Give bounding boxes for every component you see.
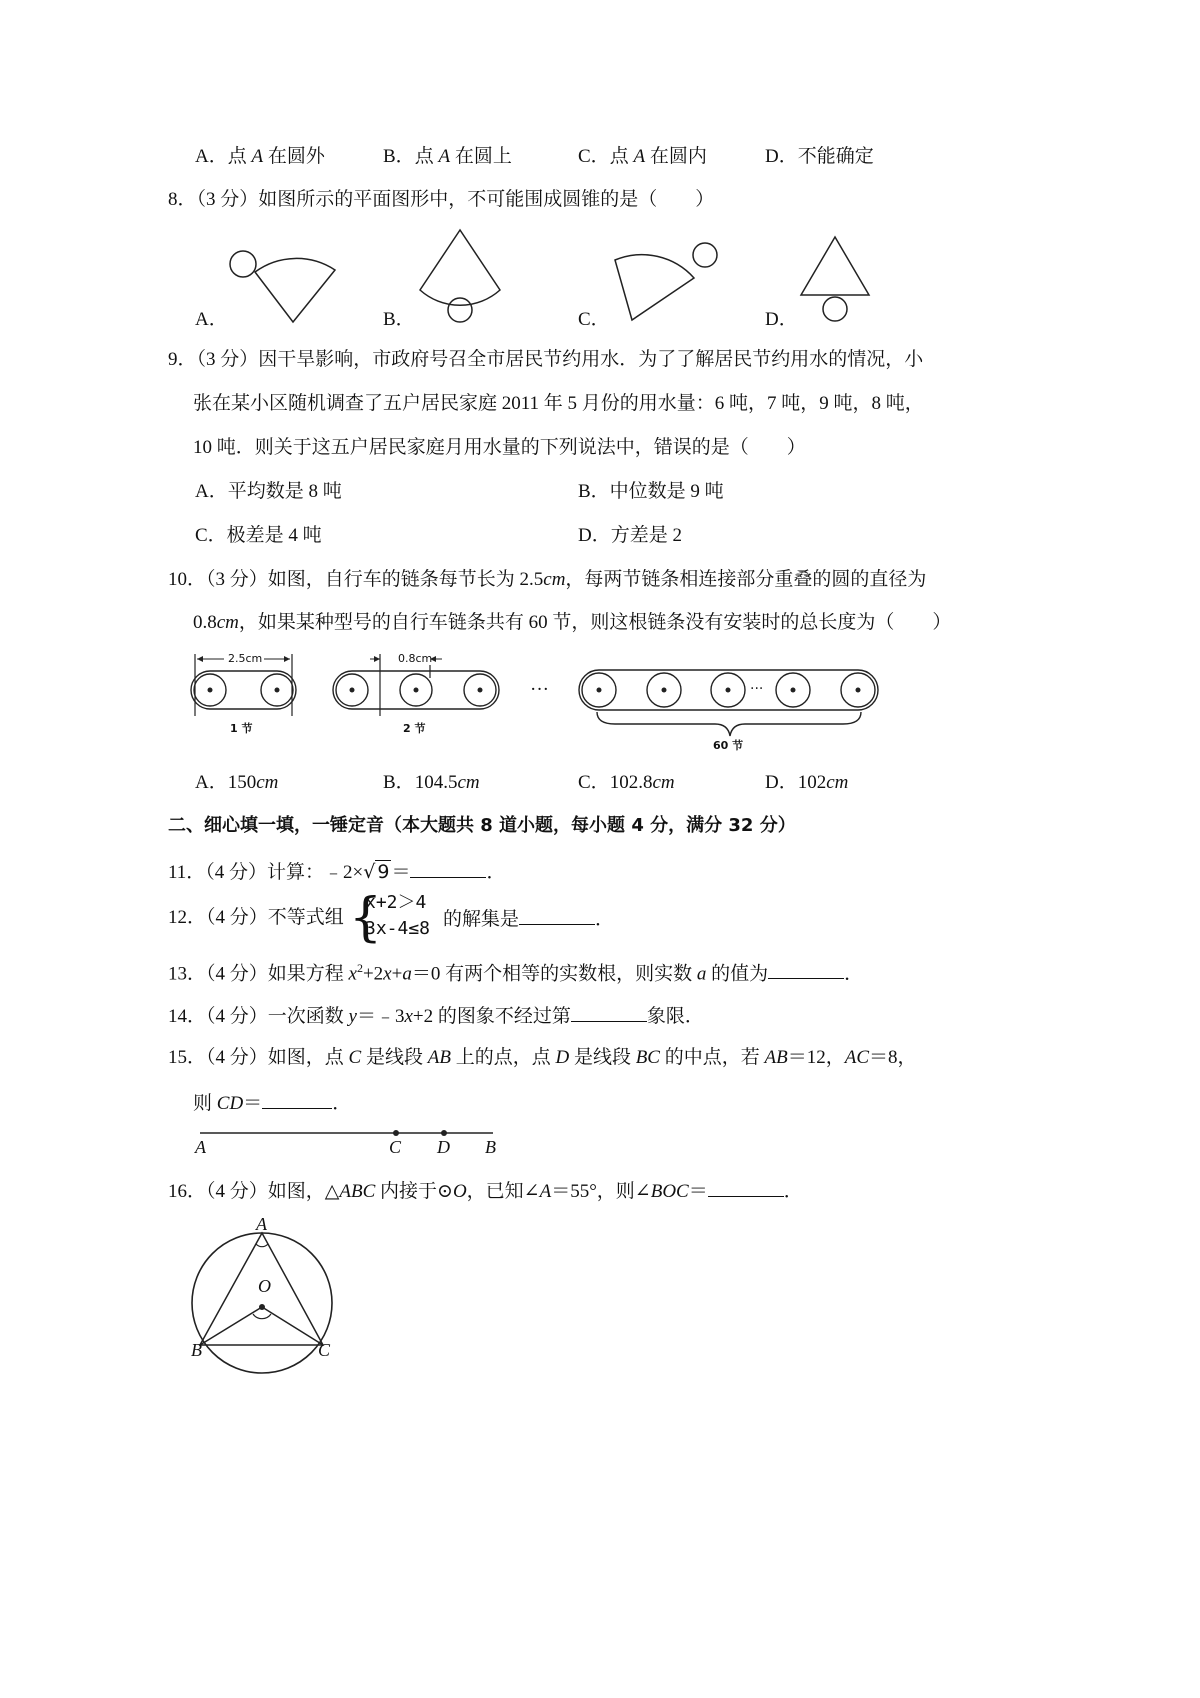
q16-point-a: A	[256, 1214, 267, 1234]
q10-line2: 0.8cm，如果某种型号的自行车链条共有 60 节，则这根链条没有安装时的总长度为（ ）	[193, 612, 952, 633]
q16: 16．（4 分）如图，△ABC 内接于⊙O，已知∠A＝55°，则∠BOC＝ ．	[168, 1181, 803, 1202]
q16-answer-blank[interactable]	[708, 1180, 784, 1197]
q11-answer-blank[interactable]	[410, 861, 486, 878]
q8-label-a: A．	[195, 309, 228, 330]
q10-option-b: B．104.5cm	[383, 772, 480, 793]
q14-answer-blank[interactable]	[571, 1005, 647, 1022]
q9-option-a: A．平均数是 8 吨	[195, 481, 342, 502]
q10-dim-0-8cm: 0.8cm	[398, 652, 433, 665]
q8-figure-c	[610, 240, 725, 330]
q8-label-b: B．	[383, 309, 415, 330]
q12-post: 的解集是 ．	[443, 909, 615, 930]
section-2-heading: 二、细心填一填，一锤定音（本大题共 8 道小题，每小题 4 分，满分 32 分）	[168, 815, 796, 836]
q9-option-b: B．中位数是 9 吨	[578, 481, 724, 502]
q8-figure-b	[415, 228, 515, 328]
q15-line1: 15．（4 分）如图，点 C 是线段 AB 上的点，点 D 是线段 BC 的中点，若 AB＝12，AC＝8，	[168, 1047, 917, 1068]
q10-line1: 10．（3 分）如图，自行车的链条每节长为 2.5cm，每两节链条相连接部分重叠的圆的直径为	[168, 569, 927, 590]
q15-point-a: A	[195, 1137, 206, 1157]
q8-stem: 8．（3 分）如图所示的平面图形中，不可能围成圆锥的是（ ）	[168, 189, 715, 210]
q10-ellipsis: ···	[530, 679, 549, 700]
q10-option-a: A．150cm	[195, 772, 279, 793]
q7-option-a: A．点 A 在圆外	[195, 146, 325, 167]
q16-point-o: O	[258, 1276, 271, 1296]
q10-option-d: D．102cm	[765, 772, 849, 793]
q12-brace: {	[349, 888, 383, 948]
q12-ineq-2: 3x-4≤8	[365, 918, 431, 939]
q14: 14．（4 分）一次函数 y＝﹣3x+2 的图象不经过第 象限．	[168, 1006, 704, 1027]
q10-caption-60: 60 节	[713, 739, 744, 752]
q15-point-c: C	[389, 1137, 402, 1157]
q9-line2: 张在某小区随机调查了五户居民家庭 2011 年 5 月份的用水量：6 吨，7 吨，9 吨，8 吨，	[193, 393, 924, 414]
q15-answer-blank[interactable]	[262, 1092, 332, 1109]
q15-point-d: D	[437, 1137, 450, 1157]
q7-option-d: D．不能确定	[765, 146, 874, 167]
svg-text:···: ···	[750, 681, 764, 697]
q10-caption-2: 2 节	[403, 722, 426, 735]
q12-answer-blank[interactable]	[519, 908, 595, 925]
q12-ineq-1: x+2＞4	[365, 892, 427, 913]
q12-pre: 12．（4 分）不等式组	[168, 907, 344, 928]
sqrt-sign: √	[363, 861, 376, 883]
q9-line1: 9．（3 分）因干旱影响，市政府号召全市居民节约用水．为了了解居民节约用水的情况，小	[168, 349, 924, 370]
q16-point-b: B	[191, 1340, 202, 1360]
q7-option-b: B．点 A 在圆上	[383, 146, 512, 167]
q9-line3: 10 吨．则关于这五户居民家庭月用水量的下列说法中，错误的是（ ）	[193, 437, 806, 458]
q9-option-d: D．方差是 2	[578, 525, 682, 546]
q10-dim-2-5cm: 2.5cm	[228, 652, 263, 665]
q7-option-c: C．点 A 在圆内	[578, 146, 707, 167]
q10-figure-60-links	[575, 660, 885, 750]
q10-caption-1: 1 节	[230, 722, 253, 735]
q11: 11．（4 分）计算：﹣2×√ 9 ＝ ．	[168, 861, 506, 883]
q15-line2: 则 CD＝ ．	[193, 1093, 352, 1114]
q15-segment-figure	[195, 1126, 505, 1141]
q16-point-c: C	[318, 1340, 331, 1360]
q13-answer-blank[interactable]	[768, 962, 844, 979]
q8-label-d: D．	[765, 309, 798, 330]
q8-figure-d	[798, 235, 878, 330]
q15-point-b: B	[485, 1137, 496, 1157]
q10-option-c: C．102.8cm	[578, 772, 675, 793]
q8-figure-a	[225, 232, 345, 327]
q8-label-c: C．	[578, 309, 610, 330]
q9-option-c: C．极差是 4 吨	[195, 525, 322, 546]
q13: 13．（4 分）如果方程 $x^2+2x+a=0$ 有两个相等的实数根，则实数 a 的值为 ．	[168, 961, 864, 985]
